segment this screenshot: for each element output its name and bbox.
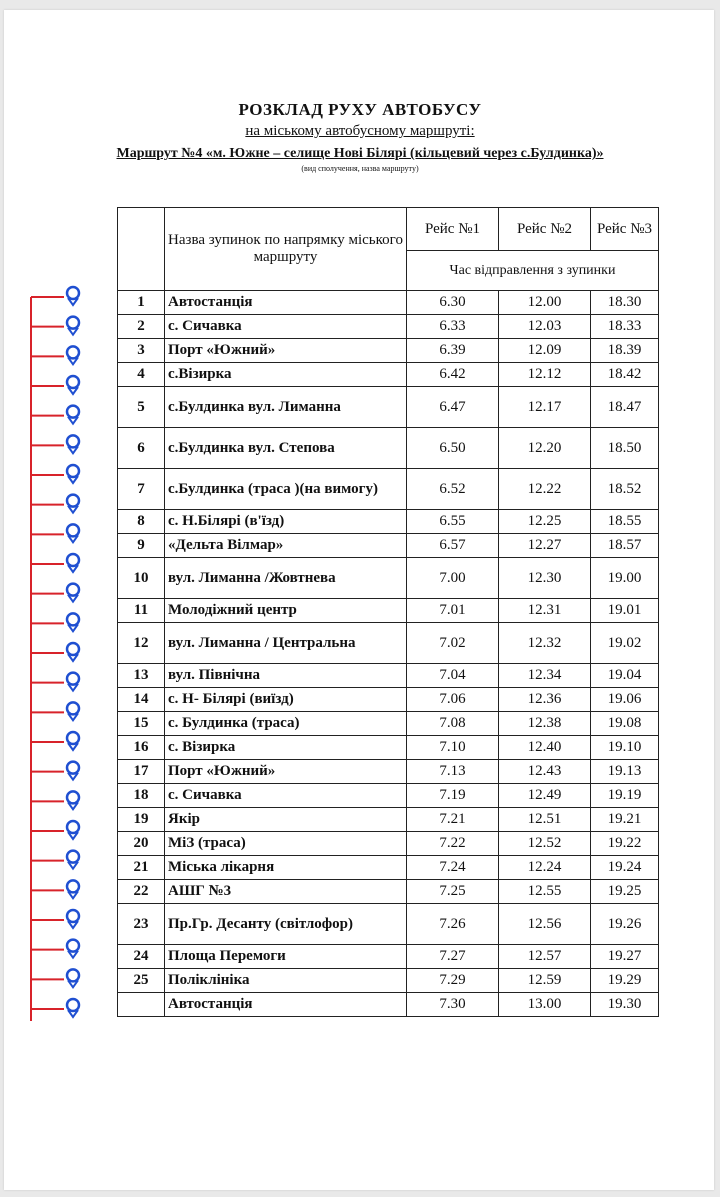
stop-name: Пр.Гр. Десанту (світлофор) xyxy=(165,904,407,945)
document-title: РОЗКЛАД РУХУ АВТОБУСУ xyxy=(238,100,482,119)
map-pin-icon xyxy=(31,495,79,513)
departure-trip-2: 12.52 xyxy=(499,832,591,856)
stop-number: 12 xyxy=(118,623,165,664)
departure-trip-2: 12.31 xyxy=(499,599,591,623)
stop-name: Молодіжний центр xyxy=(165,599,407,623)
departure-trip-3: 19.24 xyxy=(591,856,659,880)
departure-trip-2: 12.30 xyxy=(499,558,591,599)
departure-trip-3: 19.26 xyxy=(591,904,659,945)
departure-trip-2: 12.56 xyxy=(499,904,591,945)
departure-trip-1: 6.33 xyxy=(407,315,499,339)
stop-name: с. Візирка xyxy=(165,736,407,760)
map-pin-icon xyxy=(31,851,79,869)
table-row xyxy=(118,856,659,880)
departure-trip-1: 7.27 xyxy=(407,945,499,969)
header-number-cell xyxy=(118,208,165,291)
table-row xyxy=(118,969,659,993)
stop-name: Автостанція xyxy=(165,291,407,315)
table-row xyxy=(118,363,659,387)
map-pin-icon xyxy=(31,406,79,424)
table-row xyxy=(118,339,659,363)
map-pin-icon xyxy=(31,673,79,691)
header-trip-1: Рейс №1 xyxy=(407,208,499,251)
departure-trip-1: 7.30 xyxy=(407,993,499,1017)
stop-number: 5 xyxy=(118,387,165,428)
map-pin-icon xyxy=(31,643,79,661)
stop-number: 7 xyxy=(118,469,165,510)
departure-trip-1: 6.55 xyxy=(407,510,499,534)
stop-name: вул. Північна xyxy=(165,664,407,688)
departure-trip-3: 19.27 xyxy=(591,945,659,969)
departure-trip-2: 12.27 xyxy=(499,534,591,558)
map-pin-icon xyxy=(31,762,79,780)
map-pin-icon xyxy=(31,613,79,631)
map-pin-icon xyxy=(31,287,79,305)
map-pin-icon xyxy=(31,702,79,720)
table-row xyxy=(118,784,659,808)
map-pin-icon xyxy=(31,940,79,958)
departure-trip-3: 19.06 xyxy=(591,688,659,712)
map-pin-icon xyxy=(31,317,79,335)
map-pin-icon xyxy=(31,465,79,483)
route-note: (вид сполучення, назва маршруту) xyxy=(301,164,419,173)
stop-name: с.Булдинка (траса )(на вимогу) xyxy=(165,469,407,510)
departure-trip-3: 19.02 xyxy=(591,623,659,664)
departure-trip-2: 12.03 xyxy=(499,315,591,339)
stop-number: 1 xyxy=(118,291,165,315)
stop-name: с. Н.Білярі (в'їзд) xyxy=(165,510,407,534)
departure-trip-1: 6.30 xyxy=(407,291,499,315)
departure-trip-2: 12.40 xyxy=(499,736,591,760)
departure-trip-2: 12.51 xyxy=(499,808,591,832)
departure-trip-3: 19.10 xyxy=(591,736,659,760)
stop-number: 11 xyxy=(118,599,165,623)
departure-trip-3: 19.19 xyxy=(591,784,659,808)
departure-trip-3: 19.04 xyxy=(591,664,659,688)
stop-number: 10 xyxy=(118,558,165,599)
map-pin-icon xyxy=(31,969,79,987)
stop-name: с. Сичавка xyxy=(165,784,407,808)
stop-number: 19 xyxy=(118,808,165,832)
stop-name: вул. Лиманна / Центральна xyxy=(165,623,407,664)
table-row xyxy=(118,688,659,712)
departure-trip-2: 12.00 xyxy=(499,291,591,315)
departure-trip-2: 12.36 xyxy=(499,688,591,712)
departure-trip-1: 7.01 xyxy=(407,599,499,623)
map-pin-icon xyxy=(31,880,79,898)
header-departure-time: Час відправлення з зупинки xyxy=(407,251,659,291)
departure-trip-1: 6.57 xyxy=(407,534,499,558)
table-row xyxy=(118,558,659,599)
departure-trip-1: 7.10 xyxy=(407,736,499,760)
departure-trip-2: 12.34 xyxy=(499,664,591,688)
departure-trip-2: 12.17 xyxy=(499,387,591,428)
departure-trip-1: 7.24 xyxy=(407,856,499,880)
stop-name: Поліклініка xyxy=(165,969,407,993)
departure-trip-2: 12.49 xyxy=(499,784,591,808)
stop-number: 20 xyxy=(118,832,165,856)
stop-name: Порт «Южний» xyxy=(165,339,407,363)
departure-trip-2: 12.59 xyxy=(499,969,591,993)
schedule-table xyxy=(117,207,659,1017)
stop-number: 24 xyxy=(118,945,165,969)
departure-trip-3: 18.42 xyxy=(591,363,659,387)
table-row xyxy=(118,945,659,969)
table-header-row xyxy=(118,208,659,251)
departure-trip-1: 7.02 xyxy=(407,623,499,664)
stop-number: 15 xyxy=(118,712,165,736)
departure-trip-2: 12.57 xyxy=(499,945,591,969)
table-row xyxy=(118,904,659,945)
header-stops: Назва зупинок по напрямку міського маршруту xyxy=(165,208,407,291)
map-pin-icon xyxy=(31,435,79,453)
stop-number: 14 xyxy=(118,688,165,712)
departure-trip-3: 18.55 xyxy=(591,510,659,534)
route-title: Маршрут №4 «м. Южне – селище Нові Білярі (кільцевий через с.Булдинка)» xyxy=(116,146,604,161)
table-row xyxy=(118,315,659,339)
stop-number: 13 xyxy=(118,664,165,688)
departure-trip-2: 12.38 xyxy=(499,712,591,736)
table-row xyxy=(118,760,659,784)
departure-trip-2: 12.25 xyxy=(499,510,591,534)
departure-trip-1: 7.21 xyxy=(407,808,499,832)
stop-number: 9 xyxy=(118,534,165,558)
table-row xyxy=(118,387,659,428)
departure-trip-1: 7.22 xyxy=(407,832,499,856)
departure-trip-1: 6.50 xyxy=(407,428,499,469)
departure-trip-2: 12.24 xyxy=(499,856,591,880)
stop-name: МіЗ (траса) xyxy=(165,832,407,856)
map-pin-icon xyxy=(31,554,79,572)
departure-trip-3: 19.21 xyxy=(591,808,659,832)
table-row xyxy=(118,623,659,664)
table-row xyxy=(118,880,659,904)
table-row xyxy=(118,510,659,534)
departure-trip-3: 18.52 xyxy=(591,469,659,510)
stop-name: с.Візирка xyxy=(165,363,407,387)
stop-name: АШГ №3 xyxy=(165,880,407,904)
departure-trip-3: 19.30 xyxy=(591,993,659,1017)
departure-trip-1: 7.00 xyxy=(407,558,499,599)
departure-trip-2: 12.43 xyxy=(499,760,591,784)
table-row xyxy=(118,291,659,315)
departure-trip-3: 18.33 xyxy=(591,315,659,339)
departure-trip-2: 12.09 xyxy=(499,339,591,363)
table-row xyxy=(118,664,659,688)
departure-trip-3: 19.29 xyxy=(591,969,659,993)
stop-number: 18 xyxy=(118,784,165,808)
stop-name: с.Булдинка вул. Лиманна xyxy=(165,387,407,428)
table-row xyxy=(118,469,659,510)
stop-name: с. Сичавка xyxy=(165,315,407,339)
map-pin-icon xyxy=(31,791,79,809)
departure-trip-1: 7.26 xyxy=(407,904,499,945)
map-pin-icon xyxy=(31,821,79,839)
departure-trip-3: 19.00 xyxy=(591,558,659,599)
departure-trip-2: 12.20 xyxy=(499,428,591,469)
stop-name: с. Н- Білярі (виїзд) xyxy=(165,688,407,712)
stop-number: 25 xyxy=(118,969,165,993)
table-row xyxy=(118,993,659,1017)
stop-number: 4 xyxy=(118,363,165,387)
stop-name: «Дельта Вілмар» xyxy=(165,534,407,558)
map-pin-icon xyxy=(31,584,79,602)
stop-number: 21 xyxy=(118,856,165,880)
table-row xyxy=(118,599,659,623)
stop-name: Площа Перемоги xyxy=(165,945,407,969)
stop-number: 22 xyxy=(118,880,165,904)
departure-trip-3: 19.08 xyxy=(591,712,659,736)
departure-trip-3: 18.50 xyxy=(591,428,659,469)
departure-trip-3: 18.30 xyxy=(591,291,659,315)
header-trip-3: Рейс №3 xyxy=(591,208,659,251)
stop-number: 6 xyxy=(118,428,165,469)
route-map xyxy=(0,0,120,1197)
map-pin-icon xyxy=(31,910,79,928)
table-row xyxy=(118,534,659,558)
departure-trip-3: 18.57 xyxy=(591,534,659,558)
departure-trip-3: 18.39 xyxy=(591,339,659,363)
departure-trip-1: 6.39 xyxy=(407,339,499,363)
departure-trip-3: 19.01 xyxy=(591,599,659,623)
map-pin-icon xyxy=(31,346,79,364)
header-trip-2: Рейс №2 xyxy=(499,208,591,251)
departure-trip-1: 6.42 xyxy=(407,363,499,387)
stop-number: 3 xyxy=(118,339,165,363)
departure-trip-3: 19.22 xyxy=(591,832,659,856)
departure-trip-1: 7.25 xyxy=(407,880,499,904)
stop-name: Міська лікарня xyxy=(165,856,407,880)
departure-trip-1: 7.08 xyxy=(407,712,499,736)
departure-trip-1: 7.29 xyxy=(407,969,499,993)
stop-name: Якір xyxy=(165,808,407,832)
stop-name: с.Булдинка вул. Степова xyxy=(165,428,407,469)
table-row xyxy=(118,428,659,469)
table-row xyxy=(118,832,659,856)
departure-trip-1: 6.52 xyxy=(407,469,499,510)
departure-trip-2: 12.32 xyxy=(499,623,591,664)
departure-trip-2: 12.12 xyxy=(499,363,591,387)
map-pin-icon xyxy=(31,732,79,750)
map-pin-icon xyxy=(31,376,79,394)
departure-trip-1: 6.47 xyxy=(407,387,499,428)
departure-trip-3: 19.25 xyxy=(591,880,659,904)
departure-trip-1: 7.06 xyxy=(407,688,499,712)
departure-trip-2: 13.00 xyxy=(499,993,591,1017)
stop-number: 8 xyxy=(118,510,165,534)
departure-trip-3: 18.47 xyxy=(591,387,659,428)
stop-number: 2 xyxy=(118,315,165,339)
departure-trip-3: 19.13 xyxy=(591,760,659,784)
departure-trip-2: 12.55 xyxy=(499,880,591,904)
stop-name: с. Булдинка (траса) xyxy=(165,712,407,736)
departure-trip-2: 12.22 xyxy=(499,469,591,510)
map-pin-icon xyxy=(31,999,79,1017)
stop-number xyxy=(118,993,165,1017)
table-row xyxy=(118,712,659,736)
stop-name: Порт «Южний» xyxy=(165,760,407,784)
table-row xyxy=(118,808,659,832)
stop-number: 23 xyxy=(118,904,165,945)
stop-number: 16 xyxy=(118,736,165,760)
stop-number: 17 xyxy=(118,760,165,784)
departure-trip-1: 7.13 xyxy=(407,760,499,784)
stop-name: Автостанція xyxy=(165,993,407,1017)
document-subtitle: на міському автобусному маршруті: xyxy=(245,123,475,139)
departure-trip-1: 7.19 xyxy=(407,784,499,808)
stop-name: вул. Лиманна /Жовтнева xyxy=(165,558,407,599)
map-pin-icon xyxy=(31,524,79,542)
departure-trip-1: 7.04 xyxy=(407,664,499,688)
table-row xyxy=(118,736,659,760)
